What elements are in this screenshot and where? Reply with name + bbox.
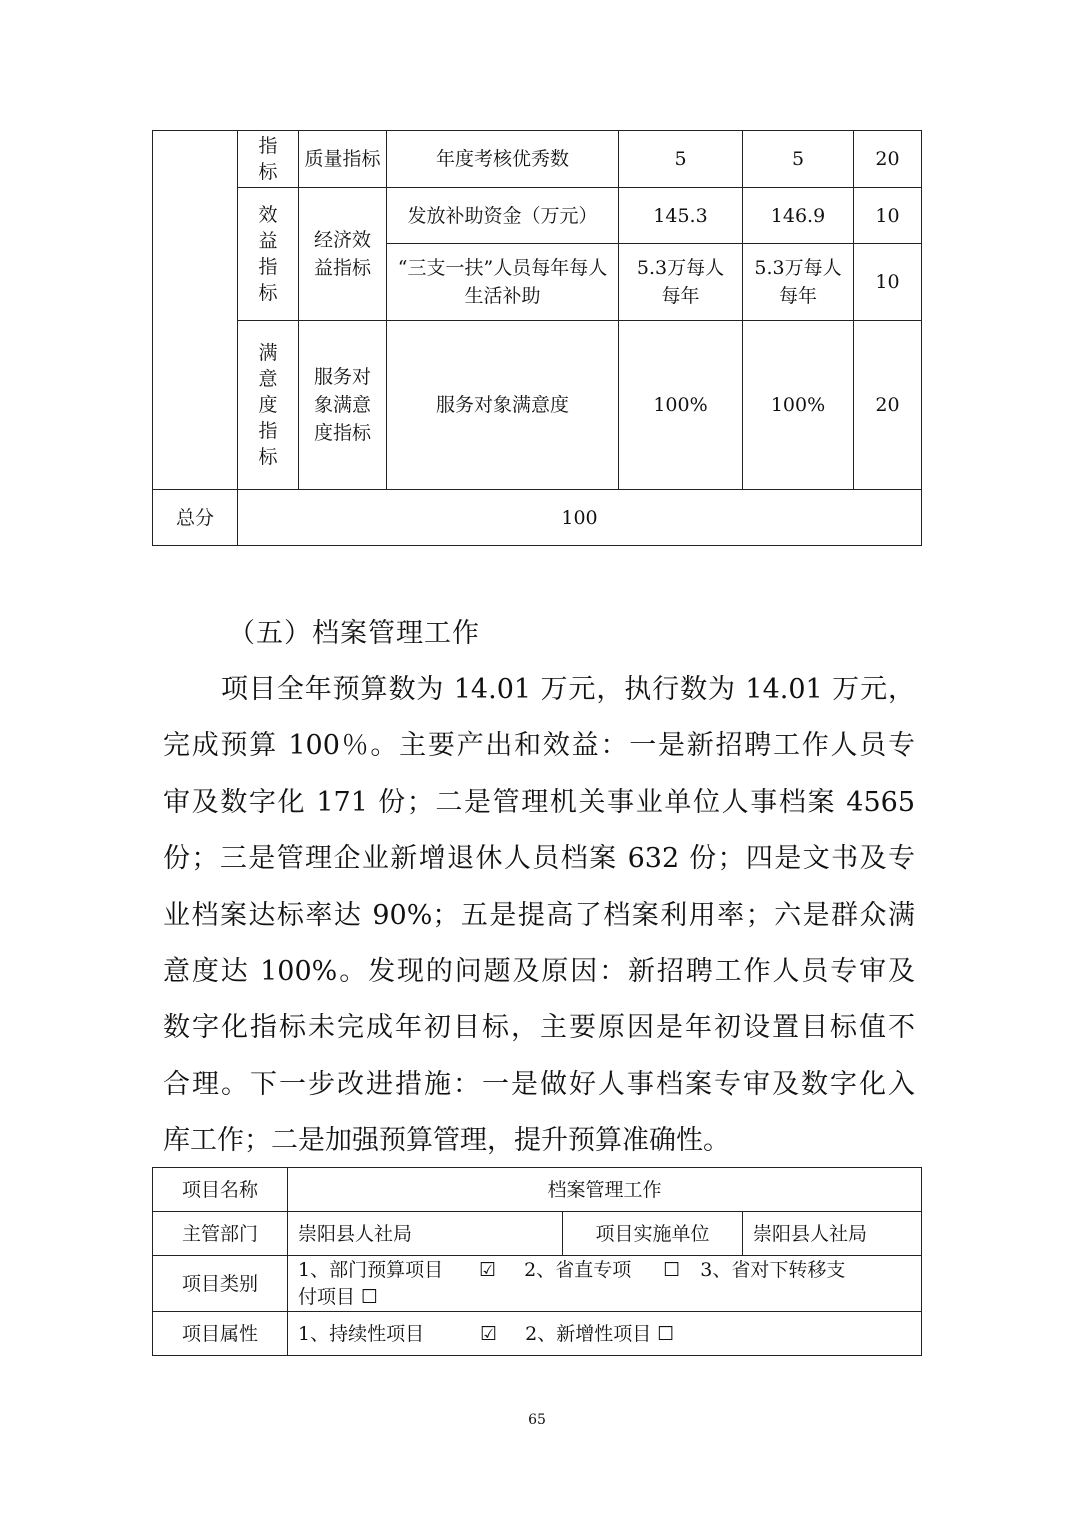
project-name-label: 项目名称 — [153, 1168, 288, 1212]
attr-option-new: 2、新增性项目 — [525, 1322, 652, 1345]
unchecked-box-icon: ☐ — [663, 1258, 681, 1281]
actual-value-cell: 146.9 — [743, 188, 854, 244]
paragraph-line: 意度达 100%。发现的问题及原因：新招聘工作人员专审及 — [163, 956, 915, 988]
actual-value-text: 5.3万每人每年 — [754, 257, 842, 307]
table-row — [153, 188, 922, 244]
paragraph-line: 业档案达标率达 90%；五是提高了档案利用率；六是群众满 — [163, 899, 915, 931]
paragraph-line: 合理。下一步改进措施：一是做好人事档案专审及数字化入 — [163, 1068, 915, 1100]
score-cell: 20 — [854, 321, 922, 490]
score-cell: 10 — [854, 244, 922, 321]
target-value-cell: 5 — [619, 131, 743, 188]
indicator-name-cell: 年度考核优秀数 — [387, 131, 619, 188]
actual-value-cell: 5 — [743, 131, 854, 188]
indicator-name-cell: 服务对象满意度 — [387, 321, 619, 490]
checked-box-icon: ☑ — [479, 1258, 497, 1281]
section-heading: （五）档案管理工作 — [228, 618, 480, 649]
paragraph-line: 数字化指标未完成年初目标，主要原因是年初设置目标值不 — [163, 1012, 915, 1044]
project-name-value: 档案管理工作 — [288, 1168, 922, 1212]
indicator-name-cell: 发放补助资金（万元） — [387, 188, 619, 244]
category-option-transfer: 3、省对下转移支 — [700, 1258, 846, 1281]
table-row — [153, 131, 922, 188]
page-number: 65 — [528, 1412, 546, 1428]
attr-option-continuing: 1、持续性项目 — [298, 1322, 425, 1345]
impl-unit-value: 崇阳县人社局 — [743, 1212, 922, 1256]
impl-unit-label: 项目实施单位 — [563, 1212, 743, 1256]
actual-value-cell — [743, 244, 854, 321]
paragraph-line: 审及数字化 171 份；二是管理机关事业单位人事档案 4565 — [163, 786, 915, 818]
indicator-name-text: “三支一扶”人员每年每人生活补助 — [397, 257, 608, 307]
total-value-cell: 100 — [238, 490, 922, 546]
attr-options — [288, 1312, 922, 1356]
dept-value: 崇阳县人社局 — [288, 1212, 563, 1256]
target-value-cell: 100% — [619, 321, 743, 490]
body-paragraph — [163, 662, 915, 1170]
unchecked-box-icon: ☐ — [361, 1285, 379, 1308]
checked-box-icon: ☑ — [480, 1322, 498, 1345]
group-label: 效 益 指 标 — [258, 204, 278, 304]
dept-label: 主管部门 — [153, 1212, 288, 1256]
table-row — [153, 1256, 922, 1312]
score-cell: 10 — [854, 188, 922, 244]
target-value-cell: 145.3 — [619, 188, 743, 244]
table-row — [153, 1212, 922, 1256]
category-option-dept-budget: 1、部门预算项目 — [298, 1258, 444, 1281]
sub-indicator-cell: 质量指标 — [299, 131, 387, 188]
attr-label: 项目属性 — [153, 1312, 288, 1356]
table-row — [153, 1312, 922, 1356]
paragraph-line: 库工作；二是加强预算管理，提升预算准确性。 — [163, 1125, 730, 1157]
category-option-provincial: 2、省直专项 — [524, 1258, 632, 1281]
category-option-transfer-cont: 付项目 — [298, 1285, 356, 1308]
total-label-cell: 总分 — [153, 490, 238, 546]
paragraph-line: 份；三是管理企业新增退休人员档案 632 份；四是文书及专 — [163, 843, 915, 875]
group-cell — [238, 321, 299, 490]
sub-indicator-label: 经济效益指标 — [313, 229, 371, 279]
paragraph-line: 项目全年预算数为 14.01 万元，执行数为 14.01 万元， — [221, 674, 915, 705]
indicator-category-cell — [153, 131, 238, 490]
score-cell: 20 — [854, 131, 922, 188]
category-options — [288, 1256, 922, 1312]
table-row — [153, 1168, 922, 1212]
sub-indicator-cell — [299, 321, 387, 490]
target-value-text: 5.3万每人每年 — [636, 257, 725, 307]
group-label: 满 意 度 指 标 — [258, 342, 278, 468]
performance-indicator-table — [152, 130, 922, 546]
sub-indicator-cell — [299, 188, 387, 321]
group-label: 指 标 — [258, 135, 278, 183]
paragraph-line: 完成预算 100％。主要产出和效益：一是新招聘工作人员专 — [163, 730, 915, 762]
table-row — [153, 321, 922, 490]
unchecked-box-icon: ☐ — [657, 1322, 675, 1345]
category-label: 项目类别 — [153, 1256, 288, 1312]
actual-value-cell: 100% — [743, 321, 854, 490]
sub-indicator-label: 服务对象满意度指标 — [313, 366, 371, 444]
table-row — [153, 490, 922, 546]
target-value-cell — [619, 244, 743, 321]
group-cell — [238, 131, 299, 188]
indicator-name-cell — [387, 244, 619, 321]
group-cell — [238, 188, 299, 321]
project-info-table — [152, 1167, 922, 1356]
